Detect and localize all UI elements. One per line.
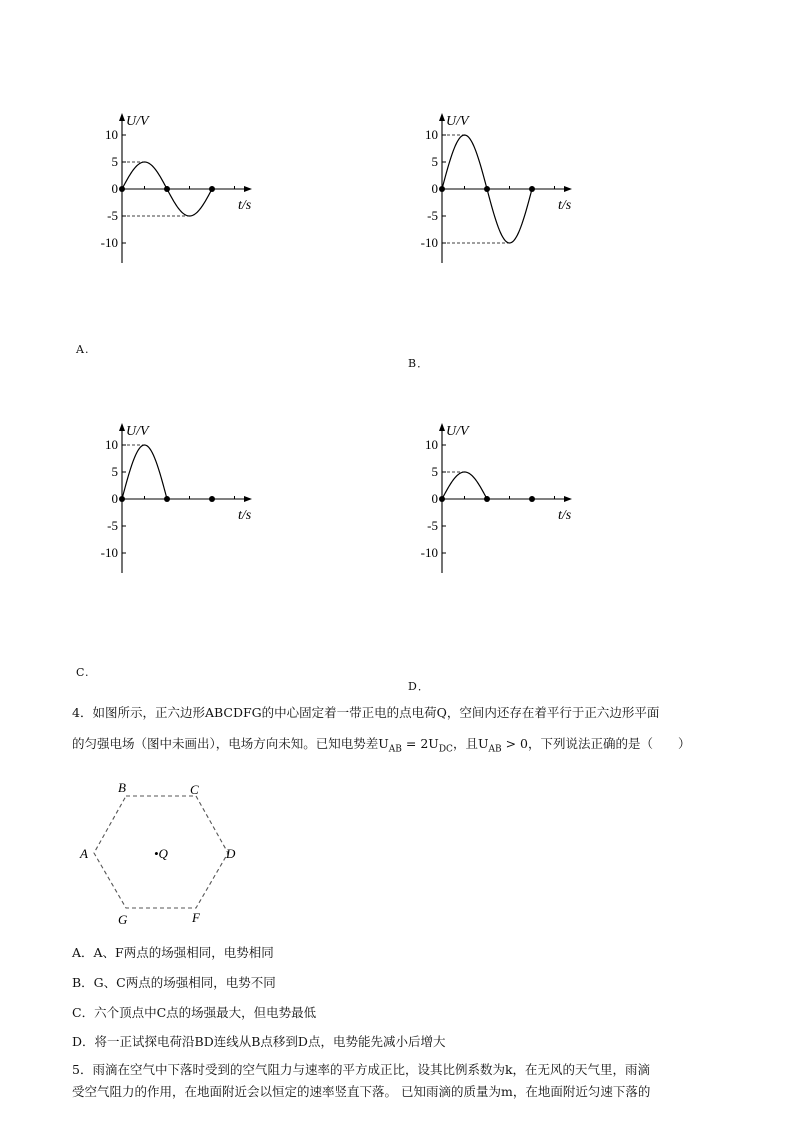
question-4-line-1: 4．如图所示，正六边形ABCDFG的中心固定着一带正电的点电荷Q，空间内还存在着平行于正六边形平面 bbox=[72, 705, 660, 720]
zero-crossing-point bbox=[164, 186, 170, 192]
y-tick-label: 5 bbox=[111, 154, 118, 169]
graph-d bbox=[420, 415, 595, 580]
zero-crossing-point bbox=[119, 496, 125, 502]
y-tick-label: 10 bbox=[425, 437, 438, 452]
y-tick-label: 5 bbox=[111, 464, 118, 479]
option-c-label: C. bbox=[76, 666, 90, 679]
zero-crossing-point bbox=[209, 496, 215, 502]
y-tick-label: 5 bbox=[431, 464, 438, 479]
graph-b bbox=[420, 105, 595, 270]
y-tick-label: 0 bbox=[431, 181, 438, 196]
answer-a: A．A、F两点的场强相同，电势相同 bbox=[72, 945, 274, 960]
x-axis-arrow bbox=[244, 186, 252, 192]
x-axis-arrow bbox=[244, 496, 252, 502]
zero-crossing-point bbox=[529, 186, 535, 192]
zero-crossing-point bbox=[119, 186, 125, 192]
vertex-label-g: G bbox=[118, 912, 128, 927]
q4-text-b: = 2U bbox=[401, 736, 439, 751]
vertex-label-a: A bbox=[80, 846, 88, 861]
zero-crossing-point bbox=[484, 186, 490, 192]
hexagon-figure bbox=[78, 778, 248, 928]
y-tick-label: -5 bbox=[427, 518, 438, 533]
zero-crossing-point bbox=[439, 496, 445, 502]
question-5-line-2: 受空气阻力的作用，在地面附近会以恒定的速率竖直下落。 已知雨滴的质量为m，在地面附近匀速下落的 bbox=[72, 1084, 651, 1099]
vertex-label-c: C bbox=[190, 782, 199, 797]
option-b-label: B． bbox=[408, 357, 430, 370]
y-axis-label: U/V bbox=[446, 114, 469, 129]
y-tick-label: 10 bbox=[105, 437, 118, 452]
y-tick-label: 0 bbox=[111, 181, 118, 196]
y-tick-label: 10 bbox=[425, 127, 438, 142]
y-axis-arrow bbox=[119, 113, 125, 121]
y-tick-label: -5 bbox=[107, 518, 118, 533]
q4-text-a: 的匀强电场（图中未画出），电场方向未知。已知电势差U bbox=[72, 736, 389, 751]
y-axis-label: U/V bbox=[446, 424, 469, 439]
voltage-curve bbox=[122, 445, 167, 499]
zero-crossing-point bbox=[529, 496, 535, 502]
y-axis-label: U/V bbox=[126, 114, 149, 129]
y-tick-label: -5 bbox=[427, 208, 438, 223]
y-tick-label: -10 bbox=[100, 545, 118, 560]
graph-a bbox=[100, 105, 260, 270]
x-axis-label: t/s bbox=[558, 508, 572, 523]
y-tick-label: 5 bbox=[431, 154, 438, 169]
y-tick-label: -10 bbox=[420, 235, 438, 250]
option-d-label: D． bbox=[408, 680, 430, 693]
y-axis-arrow bbox=[119, 423, 125, 431]
q4-sub-dc: DC bbox=[438, 744, 453, 755]
y-tick-label: -10 bbox=[100, 235, 118, 250]
q4-sub-ab: AB bbox=[388, 744, 402, 755]
zero-crossing-point bbox=[439, 186, 445, 192]
charge-q-label: •Q bbox=[154, 846, 168, 861]
y-tick-label: 10 bbox=[105, 127, 118, 142]
voltage-curve bbox=[442, 472, 487, 499]
zero-crossing-point bbox=[484, 496, 490, 502]
question-4-line-2 bbox=[72, 734, 691, 760]
vertex-label-b: B bbox=[118, 780, 126, 795]
vertex-label-f: F bbox=[192, 910, 200, 925]
x-axis-arrow bbox=[564, 186, 572, 192]
vertex-label-d: D bbox=[226, 846, 236, 861]
q4-text-d: > 0，下列说法正确的是（ ） bbox=[501, 736, 691, 751]
y-axis-arrow bbox=[439, 423, 445, 431]
x-axis-label: t/s bbox=[238, 508, 252, 523]
q4-text-c: ，且U bbox=[452, 736, 489, 751]
question-5-line-1: 5．雨滴在空气中下落时受到的空气阻力与速率的平方成正比，设其比例系数为k，在无风的天气里，雨滴 bbox=[72, 1062, 651, 1077]
x-axis-label: t/s bbox=[558, 198, 572, 213]
x-axis-arrow bbox=[564, 496, 572, 502]
y-tick-label: 0 bbox=[111, 491, 118, 506]
q4-sub-ab-2: AB bbox=[488, 744, 502, 755]
graph-c bbox=[100, 415, 260, 580]
y-tick-label: 0 bbox=[431, 491, 438, 506]
answer-d: D．将一正试探电荷沿BD连线从B点移到D点，电势能先减小后增大 bbox=[72, 1034, 446, 1049]
answer-c: C．六个顶点中C点的场强最大，但电势最低 bbox=[72, 1005, 317, 1020]
y-axis-label: U/V bbox=[126, 424, 149, 439]
y-tick-label: -5 bbox=[107, 208, 118, 223]
zero-crossing-point bbox=[209, 186, 215, 192]
zero-crossing-point bbox=[164, 496, 170, 502]
y-tick-label: -10 bbox=[420, 545, 438, 560]
option-a-label: A. bbox=[76, 343, 90, 356]
y-axis-arrow bbox=[439, 113, 445, 121]
answer-b: B．G、C两点的场强相同，电势不同 bbox=[72, 975, 276, 990]
x-axis-label: t/s bbox=[238, 198, 252, 213]
